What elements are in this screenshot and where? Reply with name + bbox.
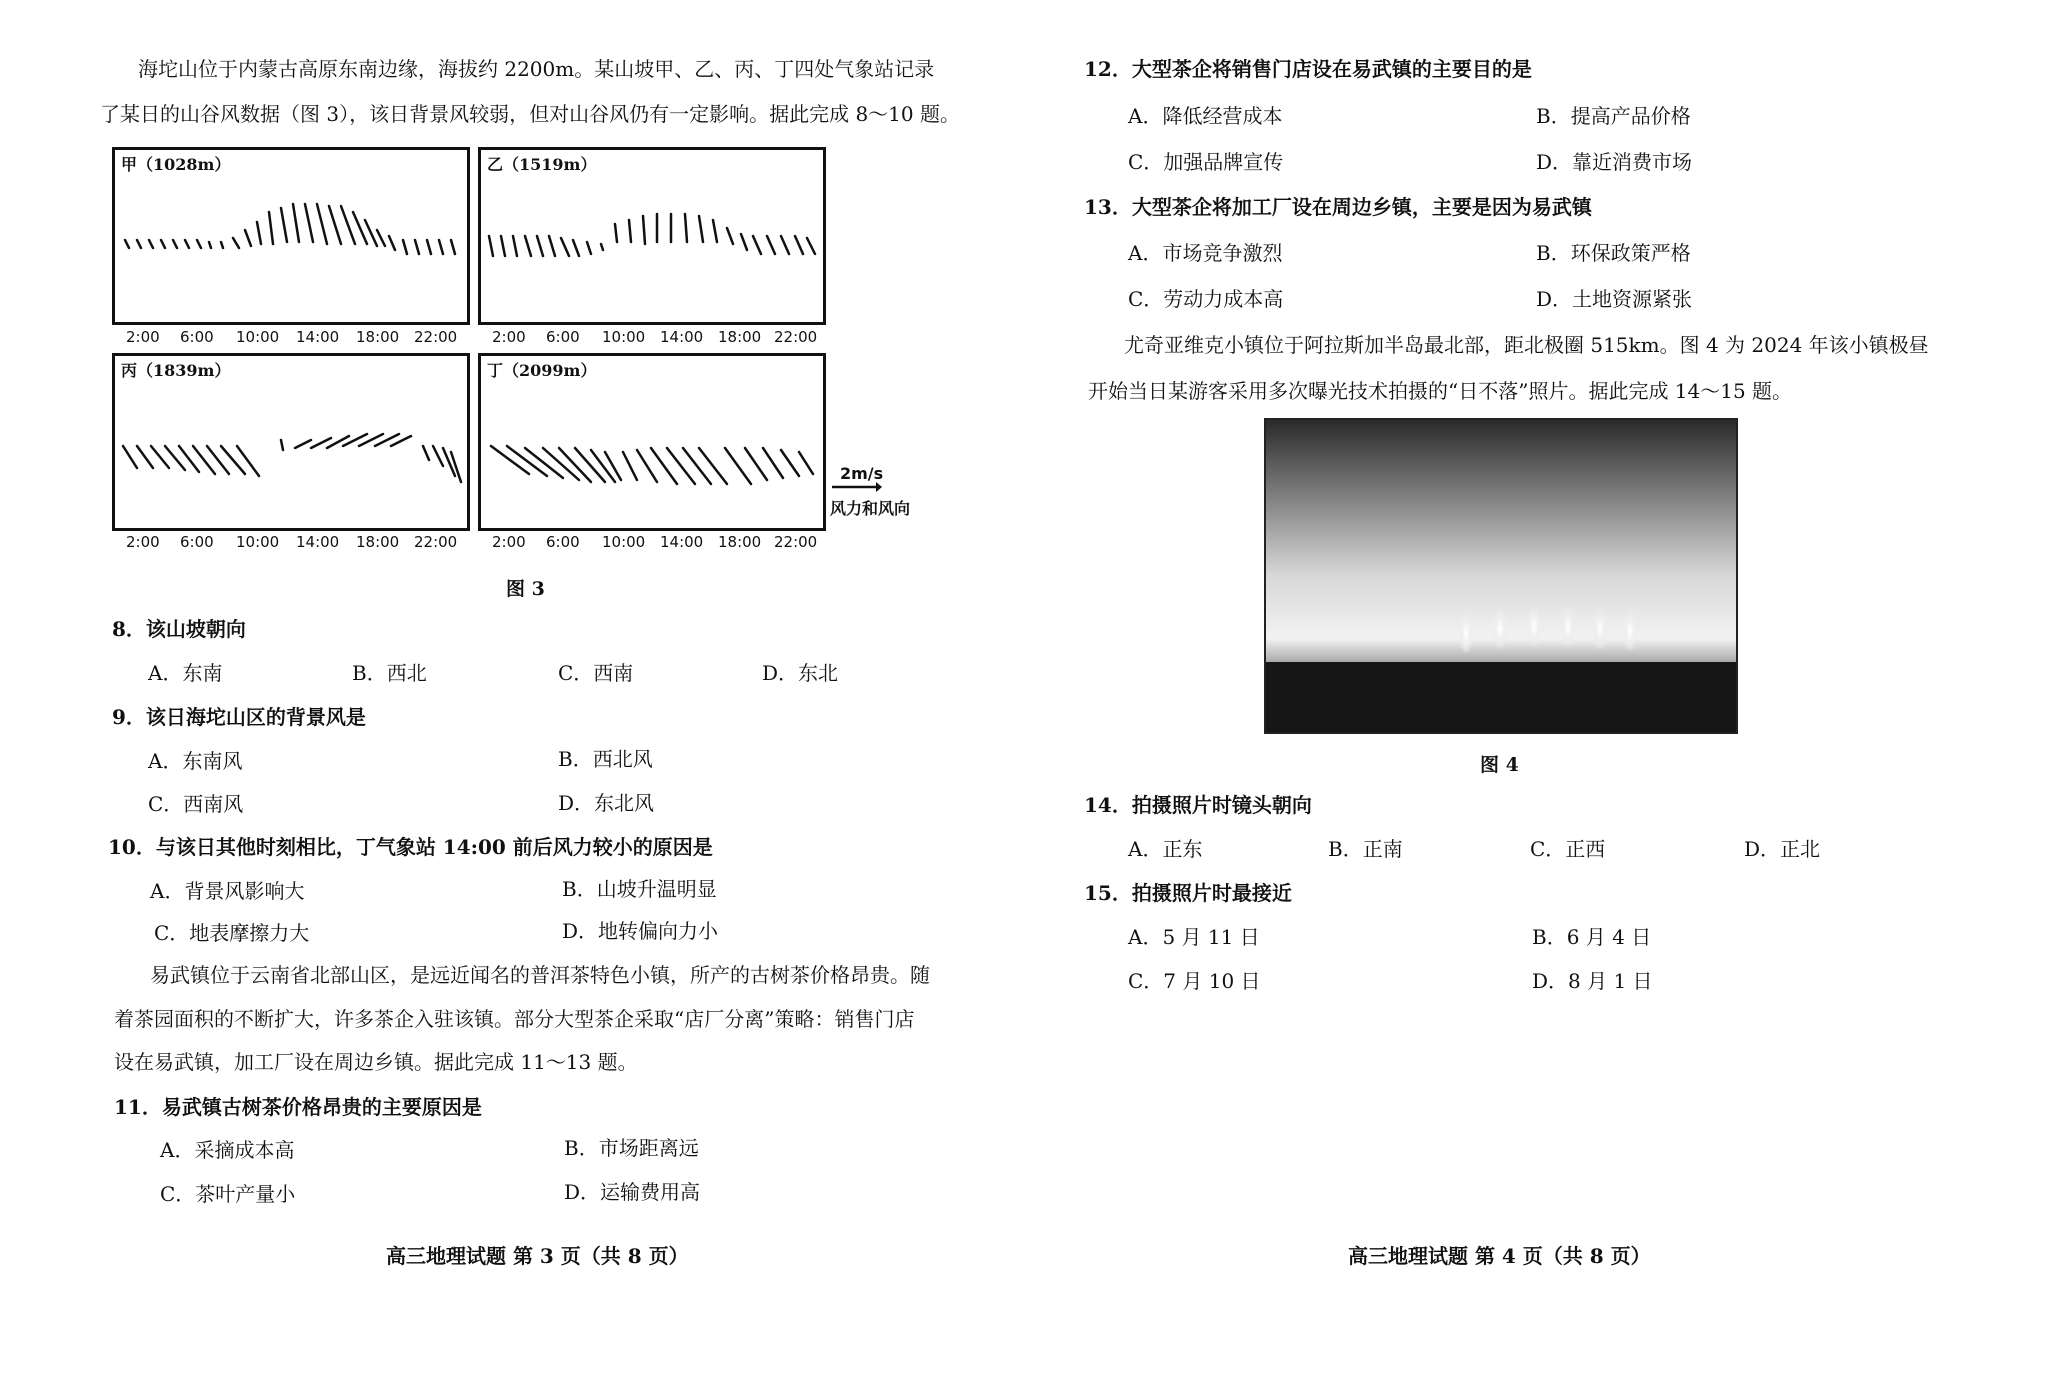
panel-label: 乙（1519m） bbox=[487, 155, 597, 174]
panel-label: 丁（2099m） bbox=[487, 361, 597, 380]
tick-label: 22:00 bbox=[414, 328, 458, 346]
question-14-option-a[interactable]: A．正东 bbox=[1128, 837, 1203, 861]
tick-label: 18:00 bbox=[718, 328, 762, 346]
wind-barbs-jia bbox=[115, 150, 467, 322]
intro-text-line-1: 海坨山位于内蒙古高原东南边缘，海拔约 2200m。某山坡甲、乙、丙、丁四处气象站记录 bbox=[138, 57, 935, 81]
tick-label: 14:00 bbox=[296, 328, 340, 346]
tick-label: 10:00 bbox=[236, 328, 280, 346]
tick-label: 2:00 bbox=[492, 328, 526, 346]
legend-label: 风力和风向 bbox=[830, 499, 911, 518]
tick-label: 10:00 bbox=[602, 328, 646, 346]
legend-speed: 2m/s bbox=[840, 464, 884, 483]
ground bbox=[1266, 662, 1736, 732]
question-11-option-c[interactable]: C．茶叶产量小 bbox=[160, 1182, 296, 1206]
question-12-option-a[interactable]: A．降低经营成本 bbox=[1128, 104, 1283, 128]
tick-label: 2:00 bbox=[126, 533, 160, 551]
question-10-option-c[interactable]: C．地表摩擦力大 bbox=[154, 921, 310, 945]
tick-label: 6:00 bbox=[546, 328, 580, 346]
question-13-option-c[interactable]: C．劳动力成本高 bbox=[1128, 287, 1284, 311]
time-axis-top-right bbox=[478, 328, 826, 348]
question-8-stem: 8．该山坡朝向 bbox=[112, 617, 246, 641]
question-14-option-d[interactable]: D．正北 bbox=[1744, 837, 1821, 861]
page-footer-right: 高三地理试题 第 4 页（共 8 页） bbox=[1348, 1244, 1651, 1268]
tick-label: 22:00 bbox=[774, 328, 818, 346]
question-9-option-b[interactable]: B．西北风 bbox=[558, 747, 653, 771]
wind-panel-ding bbox=[478, 353, 826, 531]
tick-label: 18:00 bbox=[356, 533, 400, 551]
sun-exposure bbox=[1592, 608, 1608, 650]
tick-label: 6:00 bbox=[546, 533, 580, 551]
question-10-option-a[interactable]: A．背景风影响大 bbox=[150, 879, 305, 903]
panel-label: 丙（1839m） bbox=[121, 361, 231, 380]
question-14-stem: 14．拍摄照片时镜头朝向 bbox=[1084, 793, 1312, 817]
figure-3-caption: 图 3 bbox=[506, 578, 545, 600]
figure-4-caption: 图 4 bbox=[1480, 754, 1519, 776]
question-9-option-a[interactable]: A．东南风 bbox=[148, 749, 243, 773]
tick-label: 14:00 bbox=[660, 328, 704, 346]
legend-arrow-icon bbox=[830, 480, 882, 494]
question-11-option-a[interactable]: A．采摘成本高 bbox=[160, 1138, 295, 1162]
question-8-option-a[interactable]: A．东南 bbox=[148, 661, 223, 685]
sun-exposure bbox=[1560, 606, 1576, 648]
question-15-option-a[interactable]: A．5 月 11 日 bbox=[1128, 925, 1260, 949]
question-10-stem: 10．与该日其他时刻相比，丁气象站 14:00 前后风力较小的原因是 bbox=[108, 835, 713, 859]
question-13-option-d[interactable]: D．土地资源紧张 bbox=[1536, 287, 1693, 311]
question-13-option-a[interactable]: A．市场竞争激烈 bbox=[1128, 241, 1283, 265]
wind-panel-yi bbox=[478, 147, 826, 325]
intro-3-line-3: 设在易武镇，加工厂设在周边乡镇。据此完成 11～13 题。 bbox=[114, 1050, 638, 1074]
right-page bbox=[1034, 0, 2068, 1385]
wind-barbs-ding bbox=[481, 356, 823, 528]
question-8-option-c[interactable]: C．西南 bbox=[558, 661, 634, 685]
question-8-option-b[interactable]: B．西北 bbox=[352, 661, 427, 685]
question-13-stem: 13．大型茶企将加工厂设在周边乡镇，主要是因为易武镇 bbox=[1084, 195, 1592, 219]
tick-label: 6:00 bbox=[180, 328, 214, 346]
tick-label: 14:00 bbox=[296, 533, 340, 551]
wind-barbs-bing bbox=[115, 356, 467, 528]
tick-label: 14:00 bbox=[660, 533, 704, 551]
intro-text-line-2: 了某日的山谷风数据（图 3），该日背景风较弱，但对山谷风仍有一定影响。据此完成 8～10 题。 bbox=[100, 102, 960, 126]
question-12-option-d[interactable]: D．靠近消费市场 bbox=[1536, 150, 1693, 174]
question-12-stem: 12．大型茶企将销售门店设在易武镇的主要目的是 bbox=[1084, 57, 1532, 81]
tick-label: 22:00 bbox=[774, 533, 818, 551]
question-11-option-b[interactable]: B．市场距离远 bbox=[564, 1136, 699, 1160]
tick-label: 10:00 bbox=[602, 533, 646, 551]
time-axis-top-left bbox=[112, 328, 470, 348]
tick-label: 2:00 bbox=[126, 328, 160, 346]
question-14-option-b[interactable]: B．正南 bbox=[1328, 837, 1403, 861]
midnight-sun-photo bbox=[1264, 418, 1738, 734]
question-14-option-c[interactable]: C．正西 bbox=[1530, 837, 1606, 861]
question-12-option-c[interactable]: C．加强品牌宣传 bbox=[1128, 150, 1284, 174]
tick-label: 18:00 bbox=[718, 533, 762, 551]
question-8-option-d[interactable]: D．东北 bbox=[762, 661, 839, 685]
time-axis-bottom-right bbox=[478, 533, 826, 553]
tick-label: 2:00 bbox=[492, 533, 526, 551]
question-15-option-d[interactable]: D．8 月 1 日 bbox=[1532, 969, 1653, 993]
intro-4-line-2: 开始当日某游客采用多次曝光技术拍摄的“日不落”照片。据此完成 14～15 题。 bbox=[1088, 379, 1793, 403]
tick-label: 18:00 bbox=[356, 328, 400, 346]
tick-label: 22:00 bbox=[414, 533, 458, 551]
tick-label: 6:00 bbox=[180, 533, 214, 551]
sun-exposure bbox=[1458, 612, 1474, 654]
question-12-option-b[interactable]: B．提高产品价格 bbox=[1536, 104, 1691, 128]
wind-barbs-yi bbox=[481, 150, 823, 322]
intro-4-line-1: 尤奇亚维克小镇位于阿拉斯加半岛最北部，距北极圈 515km。图 4 为 2024 年该小镇极昼 bbox=[1124, 333, 1929, 357]
page-footer-left: 高三地理试题 第 3 页（共 8 页） bbox=[386, 1244, 689, 1268]
sun-exposure bbox=[1622, 610, 1638, 652]
intro-3-line-2: 着茶园面积的不断扩大，许多茶企入驻该镇。部分大型茶企采取“店厂分离”策略：销售门店 bbox=[114, 1007, 915, 1031]
question-10-option-d[interactable]: D．地转偏向力小 bbox=[562, 919, 719, 943]
question-15-stem: 15．拍摄照片时最接近 bbox=[1084, 881, 1292, 905]
wind-panel-bing bbox=[112, 353, 470, 531]
sun-exposure bbox=[1492, 608, 1508, 650]
question-15-option-c[interactable]: C．7 月 10 日 bbox=[1128, 969, 1261, 993]
question-11-stem: 11．易武镇古树茶价格昂贵的主要原因是 bbox=[114, 1095, 482, 1119]
question-13-option-b[interactable]: B．环保政策严格 bbox=[1536, 241, 1691, 265]
wind-panel-jia bbox=[112, 147, 470, 325]
intro-3-line-1: 易武镇位于云南省北部山区，是远近闻名的普洱茶特色小镇，所产的古树茶价格昂贵。随 bbox=[150, 963, 930, 987]
question-9-stem: 9．该日海坨山区的背景风是 bbox=[112, 705, 366, 729]
question-9-option-d[interactable]: D．东北风 bbox=[558, 791, 655, 815]
sun-exposure bbox=[1526, 606, 1542, 648]
question-9-option-c[interactable]: C．西南风 bbox=[148, 792, 244, 816]
time-axis-bottom-left bbox=[112, 533, 470, 553]
question-11-option-d[interactable]: D．运输费用高 bbox=[564, 1180, 701, 1204]
question-15-option-b[interactable]: B．6 月 4 日 bbox=[1532, 925, 1652, 949]
panel-label: 甲（1028m） bbox=[121, 155, 231, 174]
question-10-option-b[interactable]: B．山坡升温明显 bbox=[562, 877, 717, 901]
tick-label: 10:00 bbox=[236, 533, 280, 551]
